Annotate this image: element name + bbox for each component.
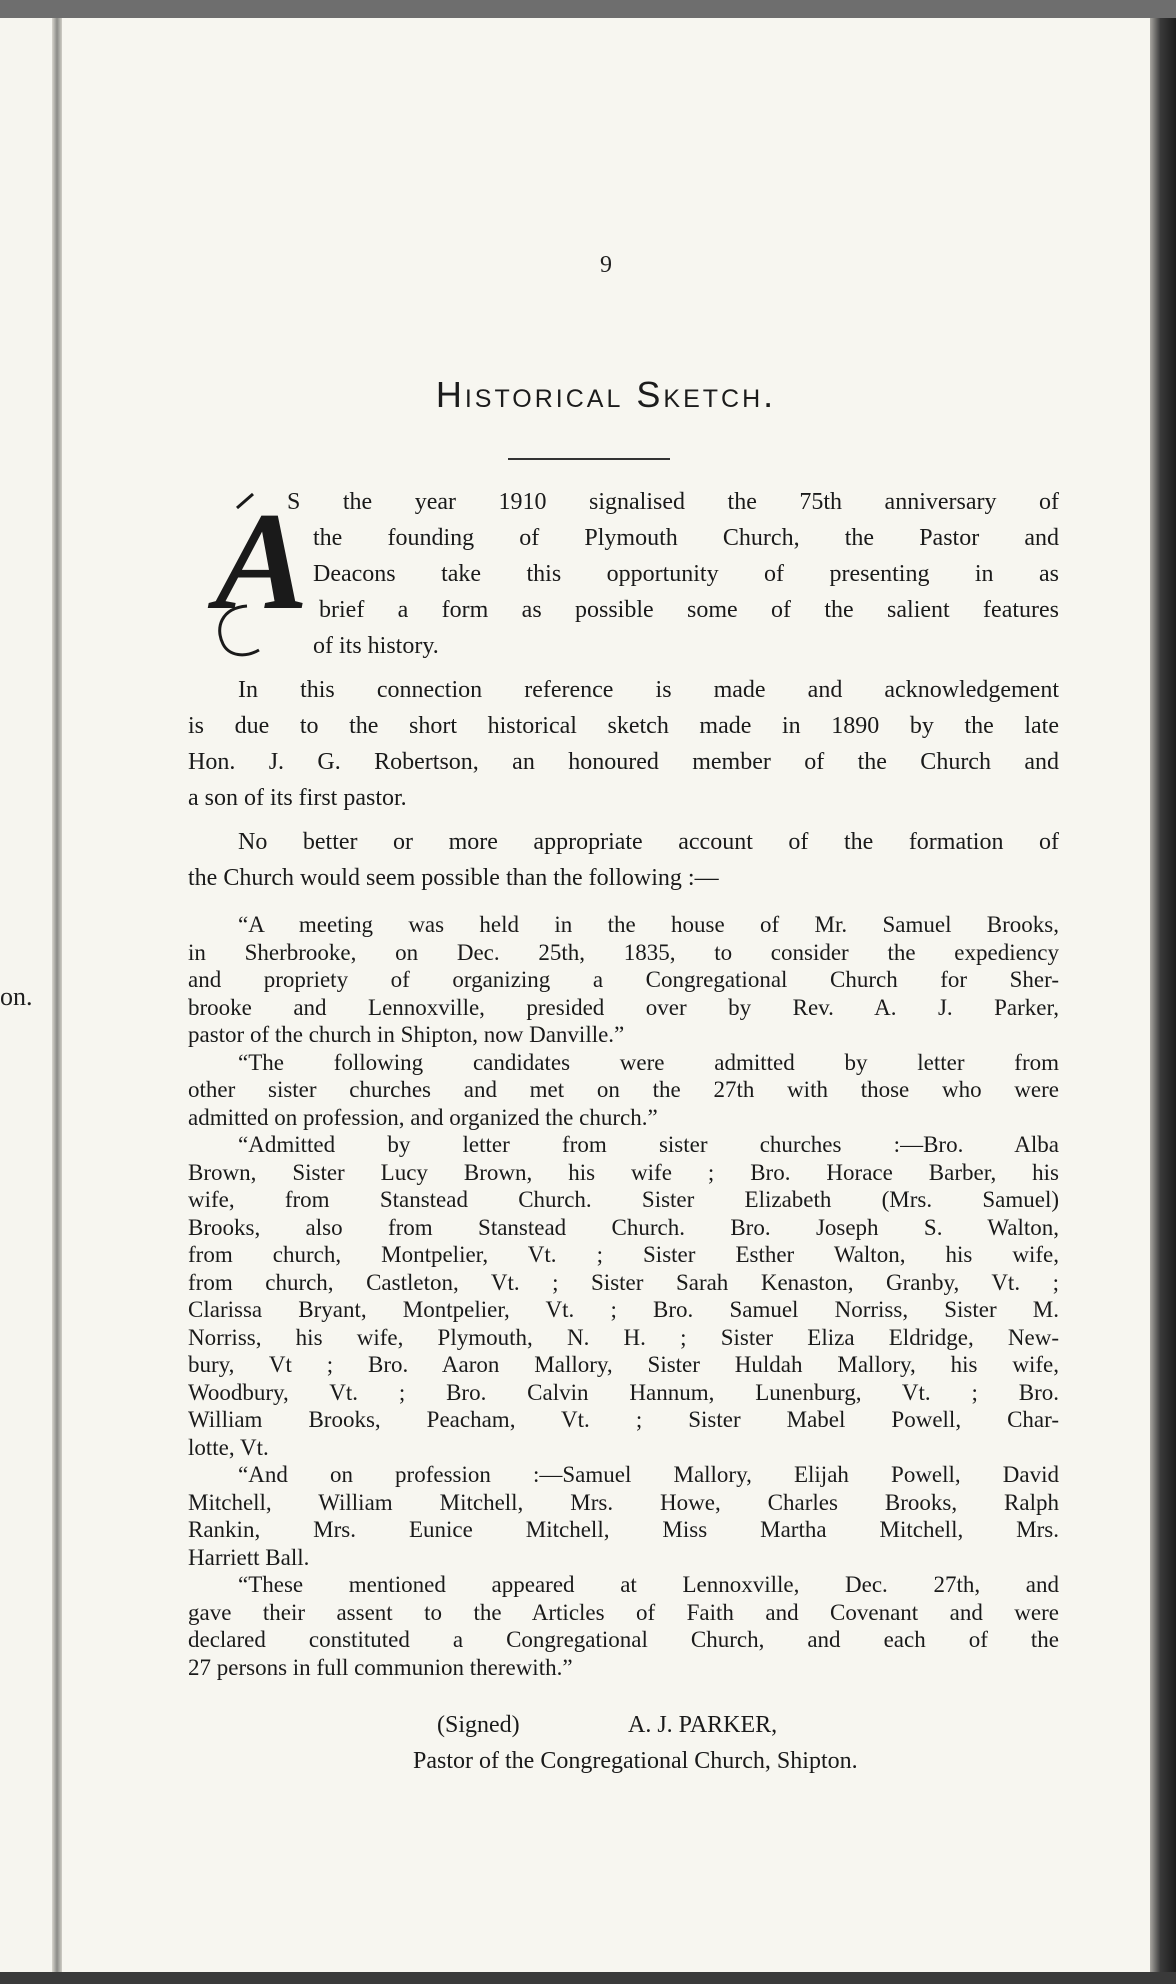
- drop-cap-glyph: A: [215, 488, 309, 639]
- quote-line: William Brooks, Peacham, Vt. ; Sister Mabel Powell, Char-: [188, 1407, 1059, 1432]
- quote-line: other sister churches and met on the 27th with those who were: [188, 1077, 1059, 1102]
- quote-line: admitted on profession, and organized the church.”: [188, 1105, 658, 1130]
- signatory-name: A. J. PARKER,: [628, 1712, 778, 1738]
- quote-line: “Admitted by letter from sister churches :—Bro. Alba: [238, 1132, 1059, 1157]
- quote-line: Harriett Ball.: [188, 1545, 310, 1570]
- quote-line: and propriety of organizing a Congregational Church for Sher-: [188, 967, 1059, 992]
- quote-line: declared constituted a Congregational Church, and each of the: [188, 1627, 1059, 1652]
- quote-line: Norriss, his wife, Plymouth, N. H. ; Sister Eliza Eldridge, New-: [188, 1325, 1059, 1350]
- quote-line: lotte, Vt.: [188, 1435, 269, 1460]
- signatory-title: Pastor of the Congregational Church, Shipton.: [413, 1748, 858, 1774]
- text-line: is due to the short historical sketch made in 1890 by the late: [188, 713, 1059, 739]
- text-line: In this connection reference is made and acknowledgement: [238, 677, 1059, 703]
- quote-line: Woodbury, Vt. ; Bro. Calvin Hannum, Lunenburg, Vt. ; Bro.: [188, 1380, 1059, 1405]
- title-divider: [508, 458, 670, 460]
- quote-line: Brown, Sister Lucy Brown, his wife ; Bro. Horace Barber, his: [188, 1160, 1059, 1185]
- text-line: Hon. J. G. Robertson, an honoured member of the Church and: [188, 749, 1059, 775]
- quote-line: bury, Vt ; Bro. Aaron Mallory, Sister Huldah Mallory, his wife,: [188, 1352, 1059, 1377]
- text-line: a son of its first pastor.: [188, 785, 407, 811]
- quote-line: brooke and Lennoxville, presided over by Rev. A. J. Parker,: [188, 995, 1059, 1020]
- quote-line: in Sherbrooke, on Dec. 25th, 1835, to consider the expediency: [188, 940, 1059, 965]
- text-line: Deacons take this opportunity of presenting in as: [313, 561, 1059, 587]
- quote-line: from church, Castleton, Vt. ; Sister Sarah Kenaston, Granby, Vt. ;: [188, 1270, 1059, 1295]
- quote-line: from church, Montpelier, Vt. ; Sister Esther Walton, his wife,: [188, 1242, 1059, 1267]
- quote-line: Clarissa Bryant, Montpelier, Vt. ; Bro. Samuel Norriss, Sister M.: [188, 1297, 1059, 1322]
- left-page-text-fragment: on.: [0, 982, 33, 1011]
- scan-bottom-edge: [0, 1972, 1176, 1984]
- text-line: brief a form as possible some of the salient features: [319, 597, 1059, 623]
- quote-line: “A meeting was held in the house of Mr. Samuel Brooks,: [238, 912, 1059, 937]
- quote-line: “These mentioned appeared at Lennoxville, Dec. 27th, and: [238, 1572, 1059, 1597]
- quote-line: wife, from Stanstead Church. Sister Elizabeth (Mrs. Samuel): [188, 1187, 1059, 1212]
- quote-line: pastor of the church in Shipton, now Danville.”: [188, 1022, 625, 1047]
- quote-line: Mitchell, William Mitchell, Mrs. Howe, Charles Brooks, Ralph: [188, 1490, 1059, 1515]
- quote-line: Brooks, also from Stanstead Church. Bro. Joseph S. Walton,: [188, 1215, 1059, 1240]
- scan-top-edge: [0, 0, 1176, 18]
- signed-label: (Signed): [437, 1712, 520, 1738]
- page: [62, 18, 1150, 1984]
- page-number: 9: [600, 252, 612, 278]
- text-line: No better or more appropriate account of the formation of: [238, 829, 1059, 855]
- quote-line: “The following candidates were admitted by letter from: [238, 1050, 1059, 1075]
- quote-line: 27 persons in full communion therewith.”: [188, 1655, 573, 1680]
- quote-line: “And on profession :—Samuel Mallory, Elijah Powell, David: [238, 1462, 1059, 1487]
- book-spine: [52, 18, 62, 1984]
- right-page-edge: [1150, 18, 1176, 1984]
- page-title: Historical Sketch.: [435, 374, 777, 415]
- text-line: the founding of Plymouth Church, the Pastor and: [313, 525, 1059, 551]
- quote-line: gave their assent to the Articles of Faith and Covenant and were: [188, 1600, 1059, 1625]
- text-line: S the year 1910 signalised the 75th anniversary of: [287, 489, 1059, 515]
- quote-line: Rankin, Mrs. Eunice Mitchell, Miss Martha Mitchell, Mrs.: [188, 1517, 1059, 1542]
- text-line: of its history.: [313, 633, 439, 659]
- text-line: the Church would seem possible than the following :—: [188, 865, 719, 891]
